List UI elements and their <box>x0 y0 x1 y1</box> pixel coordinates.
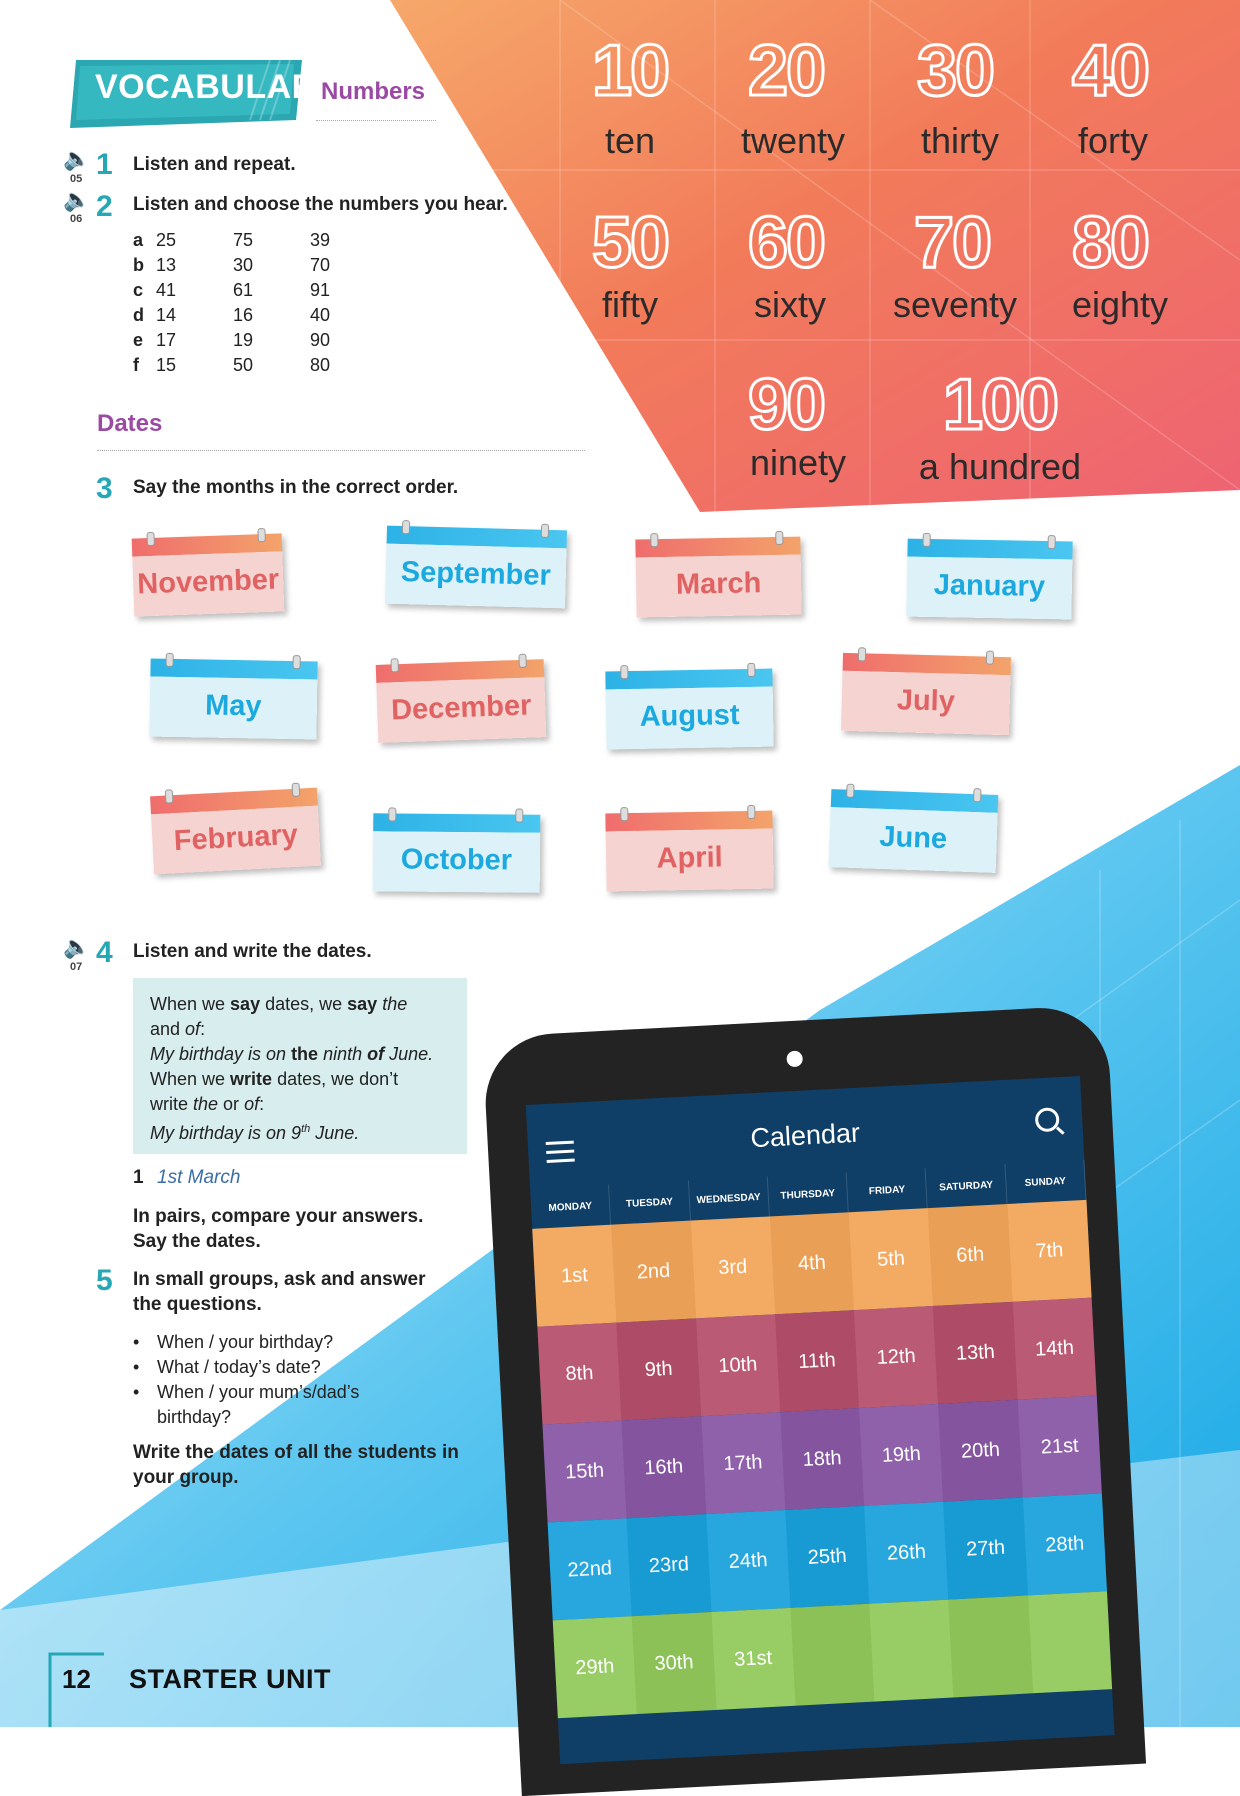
number-digits: 70 <box>913 203 991 283</box>
exercise-number: 2 <box>96 190 113 223</box>
number-word: a hundred <box>918 446 1082 487</box>
number-digits: 50 <box>591 203 669 283</box>
month-card[interactable] <box>149 659 317 740</box>
track-number: 06 <box>70 213 83 225</box>
calendar-day-cell[interactable]: 18th <box>780 1408 864 1510</box>
number-word: seventy <box>892 284 1018 325</box>
calendar-day-cell[interactable]: 17th <box>701 1412 785 1514</box>
month-card[interactable] <box>829 789 999 873</box>
choice-number[interactable]: 90 <box>310 330 331 350</box>
calendar-day-cell[interactable]: 1st <box>532 1225 616 1327</box>
number-word: twenty <box>740 120 846 161</box>
number-word: ten <box>604 120 656 161</box>
calendar-day-cell[interactable]: 3rd <box>691 1216 775 1318</box>
calendar-day-cell[interactable]: 12th <box>854 1306 938 1408</box>
calendar-title: Calendar <box>749 1117 861 1154</box>
calendar-day-cell[interactable]: 23rd <box>627 1514 711 1616</box>
calendar-day-cell <box>869 1600 953 1702</box>
calendar-day-cell[interactable]: 15th <box>542 1420 626 1522</box>
month-label: April <box>656 841 723 875</box>
choice-number[interactable]: 75 <box>233 230 254 250</box>
number-word: ninety <box>749 442 847 483</box>
tablet-device <box>500 1010 1140 1730</box>
month-card[interactable] <box>376 659 547 743</box>
calendar-day-cell[interactable]: 28th <box>1023 1493 1107 1595</box>
dates-title: Dates <box>97 410 163 437</box>
table-row <box>133 255 393 280</box>
choice-number[interactable]: 17 <box>156 330 177 350</box>
choice-number[interactable]: 14 <box>156 305 177 325</box>
calendar-day-cell[interactable]: 25th <box>785 1506 869 1608</box>
grammar-tip-box: When we say dates, we say the and of: My birthday is on the ninth of June. When we write dates, we don’t write the or of: My birthday is on 9th June. <box>133 978 467 1154</box>
write-instruction: your group. <box>133 1467 239 1488</box>
calendar-day-cell[interactable]: 19th <box>859 1404 943 1506</box>
month-card[interactable] <box>605 669 773 750</box>
number-digits: 30 <box>916 31 994 111</box>
choice-number[interactable]: 41 <box>156 280 177 300</box>
number-digits: 60 <box>747 203 825 283</box>
month-label: March <box>675 567 762 601</box>
weekday-label: SATURDAY <box>926 1164 1007 1208</box>
calendar-day-cell <box>790 1604 874 1706</box>
row-letter: c <box>133 280 144 300</box>
table-row <box>133 330 393 355</box>
month-label: February <box>173 818 299 858</box>
calendar-day-cell <box>1028 1591 1112 1693</box>
month-card[interactable] <box>132 533 285 616</box>
calendar-day-cell[interactable]: 31st <box>711 1608 795 1710</box>
question-list <box>133 1330 359 1430</box>
list-item: • What / today’s date? <box>133 1357 321 1377</box>
number-digits: 40 <box>1071 31 1149 111</box>
calendar-day-cell[interactable]: 13th <box>933 1302 1017 1404</box>
choice-number[interactable]: 40 <box>310 305 331 325</box>
numbers-divider <box>316 120 436 121</box>
month-label: September <box>400 556 552 592</box>
calendar-day-cell[interactable]: 24th <box>706 1510 790 1612</box>
exercise-number: 1 <box>96 148 113 181</box>
choice-number[interactable]: 19 <box>233 330 254 350</box>
month-card[interactable] <box>841 653 1011 735</box>
choice-number[interactable]: 30 <box>233 255 254 275</box>
row-letter: e <box>133 330 144 350</box>
dates-divider <box>97 450 585 451</box>
write-instruction: Write the dates of all the students in <box>133 1442 459 1463</box>
calendar-day-cell[interactable]: 7th <box>1007 1200 1091 1302</box>
table-row <box>133 230 393 255</box>
number-word: thirty <box>920 120 999 161</box>
speaker-icon[interactable]: 🔈 <box>63 187 91 212</box>
month-label: December <box>390 689 532 727</box>
weekday-label: THURSDAY <box>768 1172 849 1216</box>
calendar-day-cell[interactable]: 14th <box>1012 1298 1096 1400</box>
row-letter: a <box>133 230 144 250</box>
choice-number[interactable]: 61 <box>233 280 254 300</box>
calendar-day-cell[interactable]: 10th <box>696 1314 780 1416</box>
list-item: birthday? <box>157 1407 232 1427</box>
choice-number[interactable]: 15 <box>156 355 177 375</box>
month-card[interactable] <box>150 788 321 875</box>
pairs-instruction: Say the dates. <box>133 1231 261 1252</box>
month-card[interactable] <box>385 526 567 609</box>
exercise-number: 4 <box>96 936 113 969</box>
exercise-4-instruction: Listen and write the dates. <box>133 941 372 962</box>
speaker-icon[interactable]: 🔈 <box>63 934 91 959</box>
weekday-label: MONDAY <box>530 1185 611 1229</box>
calendar-day-cell <box>949 1595 1033 1697</box>
row-letter: d <box>133 305 144 325</box>
calendar-day-cell[interactable]: 9th <box>617 1318 701 1420</box>
page-number: 12 <box>62 1664 91 1694</box>
numbers-choice-table <box>133 230 393 380</box>
number-digits: 10 <box>591 31 669 111</box>
month-label: January <box>933 569 1046 603</box>
numbers-title: Numbers <box>321 78 426 105</box>
calendar-day-cell[interactable]: 8th <box>537 1323 621 1425</box>
vocabulary-label: VOCABULARY <box>95 68 339 106</box>
calendar-day-cell[interactable]: 20th <box>938 1400 1022 1502</box>
month-card[interactable] <box>605 811 773 892</box>
calendar-day-cell[interactable]: 5th <box>849 1208 933 1310</box>
month-label: October <box>400 843 513 877</box>
weekday-label: SUNDAY <box>1005 1160 1086 1204</box>
list-item: • When / your mum’s/dad’s <box>133 1382 360 1402</box>
calendar-day-cell[interactable]: 26th <box>864 1502 948 1604</box>
choice-number[interactable]: 80 <box>310 355 331 375</box>
weekday-label: FRIDAY <box>847 1168 928 1212</box>
calendar-day-cell[interactable]: 22nd <box>548 1518 632 1620</box>
number-digits: 80 <box>1071 203 1149 283</box>
choice-number[interactable]: 13 <box>156 255 177 275</box>
row-letter: b <box>133 255 144 275</box>
calendar-day-cell[interactable]: 21st <box>1018 1396 1102 1498</box>
exercise-2-instruction: Listen and choose the numbers you hear. <box>133 194 508 215</box>
exercise-3-instruction: Say the months in the correct order. <box>133 477 459 498</box>
number-word: sixty <box>754 284 826 325</box>
calendar-day-cell[interactable]: 27th <box>943 1498 1027 1600</box>
choice-number[interactable]: 39 <box>310 230 331 250</box>
calendar-day-cell[interactable]: 29th <box>553 1616 637 1718</box>
calendar-day-cell[interactable]: 30th <box>632 1612 716 1714</box>
list-item: • When / your birthday? <box>133 1332 334 1352</box>
choice-number[interactable]: 16 <box>233 305 254 325</box>
table-row <box>133 355 393 380</box>
unit-title: STARTER UNIT <box>129 1664 331 1694</box>
number-word: fifty <box>601 284 658 325</box>
calendar-day-cell[interactable]: 2nd <box>611 1221 695 1323</box>
table-row <box>133 305 393 330</box>
month-label: July <box>896 684 956 718</box>
number-digits: 20 <box>747 31 825 111</box>
number-digits: 90 <box>747 365 825 445</box>
example-answer: 1st March <box>157 1167 241 1188</box>
pairs-instruction: In pairs, compare your answers. <box>133 1206 424 1227</box>
track-number: 07 <box>70 961 83 973</box>
month-label: June <box>878 820 948 856</box>
table-row <box>133 280 393 305</box>
exercise-1-instruction: Listen and repeat. <box>133 154 296 175</box>
choice-number[interactable]: 70 <box>310 255 331 275</box>
exercise-number: 5 <box>96 1264 113 1297</box>
calendar-screen <box>526 1076 1115 1764</box>
choice-number[interactable]: 91 <box>310 280 331 300</box>
month-card[interactable] <box>635 537 801 618</box>
number-word: forty <box>1077 120 1148 161</box>
exercise-5-instruction: the questions. <box>133 1294 262 1315</box>
choice-number[interactable]: 50 <box>233 355 254 375</box>
exercise-5-instruction: In small groups, ask and answer <box>133 1269 426 1290</box>
speaker-icon[interactable]: 🔈 <box>63 146 91 171</box>
choice-number[interactable]: 25 <box>156 230 177 250</box>
number-digits: 100 <box>942 365 1058 445</box>
track-number: 05 <box>70 173 83 185</box>
calendar-day-cell[interactable]: 4th <box>770 1212 854 1314</box>
row-letter: f <box>133 355 139 375</box>
calendar-day-cell[interactable]: 11th <box>775 1310 859 1412</box>
calendar-day-cell[interactable]: 16th <box>622 1416 706 1518</box>
weekday-label: TUESDAY <box>609 1181 690 1225</box>
month-label: November <box>136 563 280 601</box>
number-word: eighty <box>1071 284 1169 325</box>
exercise-number: 3 <box>96 472 113 505</box>
calendar-grid <box>532 1200 1112 1718</box>
month-label: May <box>204 689 262 723</box>
weekday-label: WEDNESDAY <box>688 1176 769 1220</box>
calendar-day-cell[interactable]: 6th <box>928 1204 1012 1306</box>
month-card[interactable] <box>906 539 1072 620</box>
month-card[interactable] <box>373 813 541 892</box>
example-number: 1 <box>133 1167 144 1188</box>
month-label: August <box>639 699 740 733</box>
